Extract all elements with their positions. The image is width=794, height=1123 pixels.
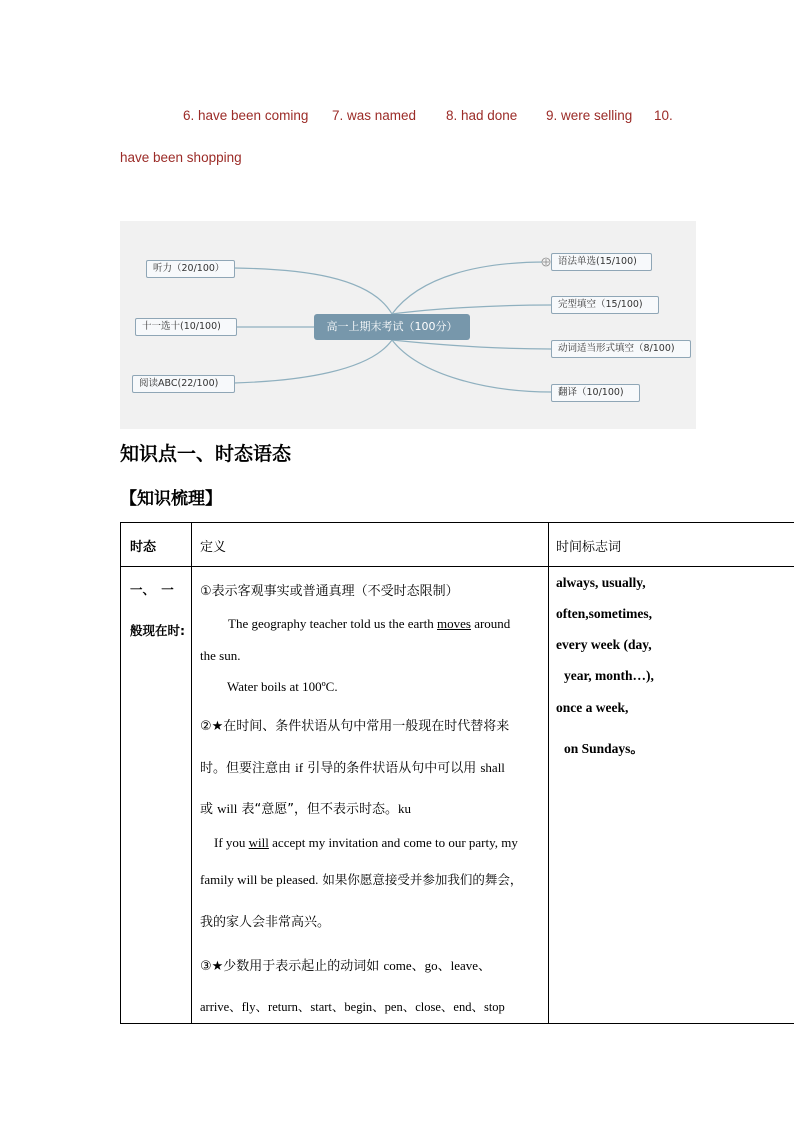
answer-10-number: 10.	[654, 108, 673, 123]
mindmap-node-translation: 翻译（10/100)	[551, 384, 640, 402]
answer-9: 9. were selling	[546, 108, 633, 123]
underlined-verb-moves: moves	[437, 616, 471, 631]
underlined-verb-will: will	[248, 835, 269, 850]
mindmap-center-node: 高一上期末考试（100分）	[314, 314, 470, 340]
signal-word-6: on Sundays。	[564, 741, 644, 756]
mindmap-node-cloze: 完型填空（15/100)	[551, 296, 659, 314]
tense-table	[120, 522, 794, 1024]
answer-10-text: have been shopping	[120, 150, 242, 165]
signal-word-5: once a week,	[556, 700, 629, 715]
tense-name-line2: 般现在时:	[130, 623, 185, 638]
mindmap-node-verb-forms: 动词适当形式填空（8/100)	[551, 340, 691, 358]
signal-word-3: every week (day,	[556, 637, 652, 652]
mindmap-node-grammar: 语法单选(15/100)	[551, 253, 652, 271]
tense-name-line1: 一、 一	[130, 582, 174, 597]
definition-point-2-line2: 时。但要注意由 if 引导的条件状语从句中可以用 shall	[200, 760, 505, 776]
table-header-tense: 时态	[130, 540, 157, 555]
mindmap-node-eleven-choose-ten: 十一选十(10/100)	[135, 318, 237, 336]
table-header-signal-words: 时间标志词	[556, 540, 622, 555]
example-3-line3: 我的家人会非常高兴。	[200, 915, 331, 930]
example-3: If you will accept my invitation and come to our party, my	[214, 835, 518, 850]
mindmap-node-reading: 阅读ABC(22/100)	[132, 375, 235, 393]
example-2: Water boils at 100ºC.	[227, 679, 338, 694]
section-subheading: 【知识梳理】	[120, 489, 222, 509]
section-heading: 知识点一、时态语态	[120, 443, 292, 465]
example-3-line2: family will be pleased. 如果你愿意接受并参加我们的舞会，	[200, 872, 523, 887]
definition-point-2-line1: ②★在时间、条件状语从句中常用一般现在时代替将来	[200, 719, 510, 734]
definition-point-2-line3: 或 will 表“意愿”，但不表示时态。ku	[200, 801, 411, 817]
table-header-definition: 定义	[200, 540, 227, 555]
mind-map	[120, 221, 696, 429]
definition-point-3-line1: ③★少数用于表示起止的动词如 come、go、leave、	[200, 958, 492, 974]
signal-word-1: always, usually,	[556, 575, 646, 590]
example-1-continued: the sun.	[200, 648, 241, 663]
mindmap-node-listening: 听力（20/100）	[146, 260, 235, 278]
answer-7: 7. was named	[332, 108, 417, 123]
answer-6: 6. have been coming	[183, 108, 309, 123]
definition-point-3-line2: arrive、fly、return、start、begin、pen、close、end、stop	[200, 1000, 505, 1014]
example-1: The geography teacher told us the earth moves around	[228, 616, 511, 631]
definition-point-1: ①表示客观事实或普通真理（不受时态限制）	[200, 584, 459, 599]
answer-8: 8. had done	[446, 108, 518, 123]
signal-word-2: often,sometimes,	[556, 606, 652, 621]
signal-word-4: year, month…),	[564, 668, 654, 683]
